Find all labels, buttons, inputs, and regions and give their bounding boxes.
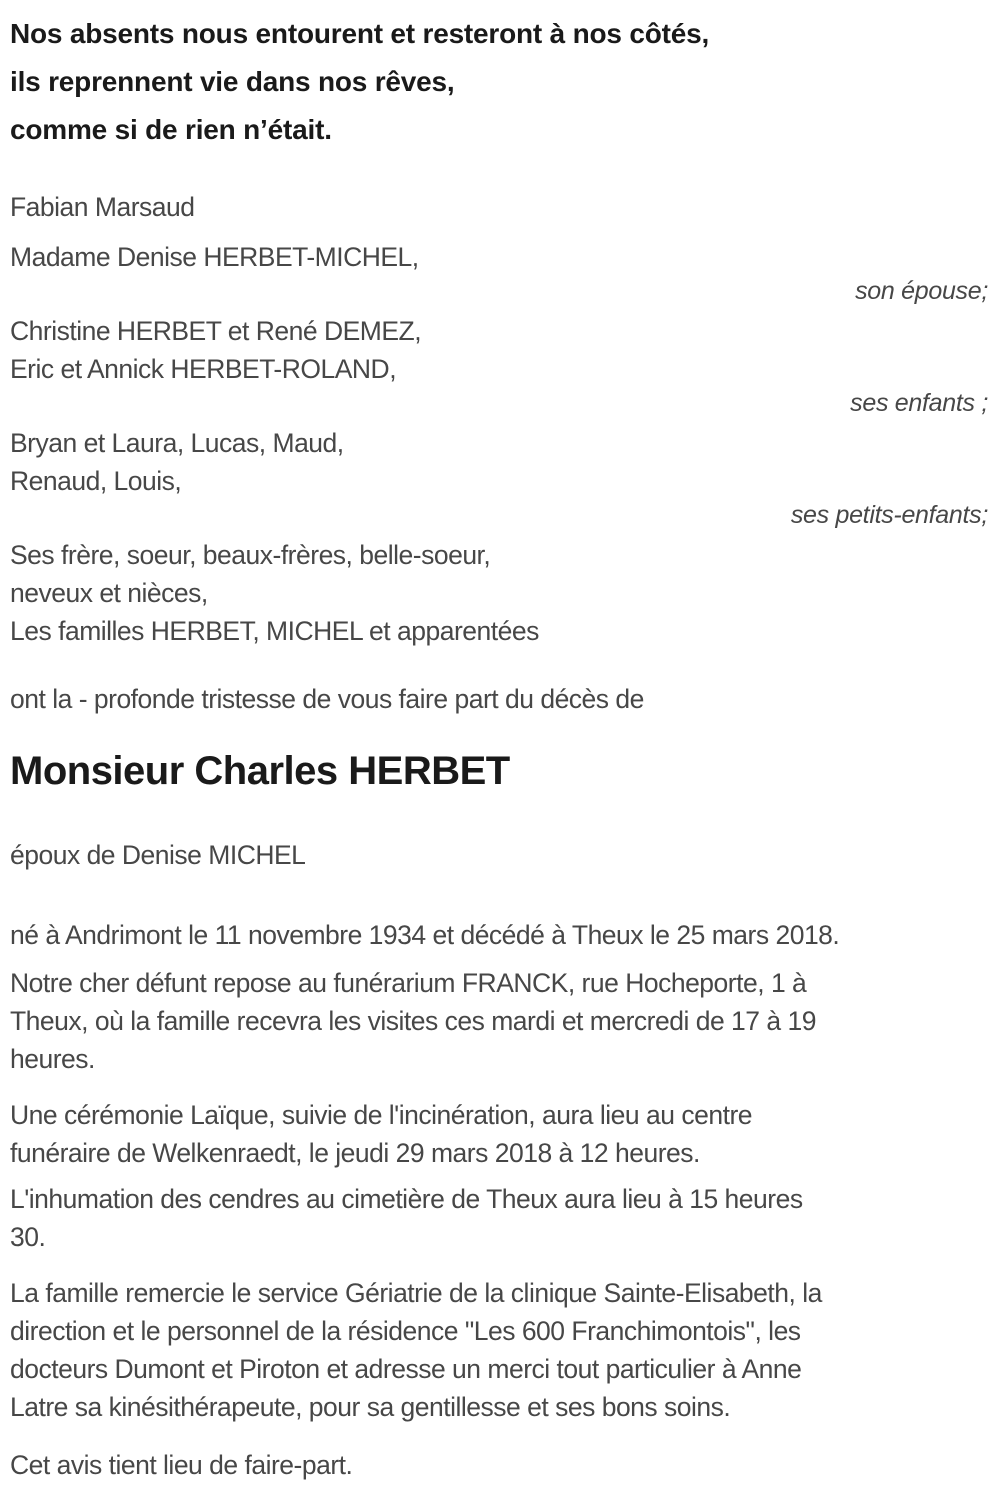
family-member-line: Renaud, Louis, bbox=[10, 466, 182, 496]
detail-line: docteurs Dumont et Piroton et adresse un merci tout particulier à Anne bbox=[10, 1354, 802, 1384]
relationship-label: ses enfants ; bbox=[850, 389, 988, 417]
relationship-label: ses petits-enfants; bbox=[790, 501, 988, 529]
relationship-label: son épouse; bbox=[855, 277, 988, 305]
family-group bbox=[10, 536, 988, 650]
quote-line: ils reprennent vie dans nos rêves, bbox=[10, 66, 455, 97]
family-member-line: neveux et nièces, bbox=[10, 578, 208, 608]
family-list bbox=[10, 238, 988, 650]
detail-paragraph bbox=[10, 1274, 988, 1426]
detail-line: Latre sa kinésithérapeute, pour sa gentillesse et ses bons soins. bbox=[10, 1392, 731, 1422]
family-member-line: Eric et Annick HERBET-ROLAND, bbox=[10, 354, 397, 384]
detail-line: Une cérémonie Laïque, suivie de l'incinération, aura lieu au centre bbox=[10, 1100, 753, 1130]
family-member-line: Madame Denise HERBET-MICHEL, bbox=[10, 242, 419, 272]
detail-line: Notre cher défunt repose au funérarium FRANCK, rue Hocheporte, 1 à bbox=[10, 968, 807, 998]
detail-paragraph bbox=[10, 964, 988, 1078]
detail-line: La famille remercie le service Gériatrie de la clinique Sainte-Elisabeth, la bbox=[10, 1278, 822, 1308]
detail-line: 30. bbox=[10, 1222, 46, 1252]
family-member-line: Ses frère, soeur, beaux-frères, belle-soeur, bbox=[10, 540, 491, 570]
family-group bbox=[10, 424, 988, 530]
detail-paragraph bbox=[10, 1180, 988, 1256]
detail-paragraph bbox=[10, 916, 988, 954]
family-member-line: Les familles HERBET, MICHEL et apparentées bbox=[10, 616, 539, 646]
detail-line: direction et le personnel de la résidence "Les 600 Franchimontois", les bbox=[10, 1316, 801, 1346]
family-group bbox=[10, 238, 988, 306]
detail-line: L'inhumation des cendres au cimetière de Theux aura lieu à 15 heures bbox=[10, 1184, 803, 1214]
announcement-intro: ont la - profonde tristesse de vous faire part du décès de bbox=[10, 684, 644, 714]
detail-line: funéraire de Welkenraedt, le jeudi 29 mars 2018 à 12 heures. bbox=[10, 1138, 700, 1168]
family-member-line: Bryan et Laura, Lucas, Maud, bbox=[10, 428, 344, 458]
deceased-relation: époux de Denise MICHEL bbox=[10, 840, 306, 870]
opening-quote bbox=[10, 10, 988, 154]
family-member-line: Christine HERBET et René DEMEZ, bbox=[10, 316, 422, 346]
closing-note: Cet avis tient lieu de faire-part. bbox=[10, 1450, 353, 1480]
quote-line: comme si de rien n’était. bbox=[10, 114, 332, 145]
detail-paragraph bbox=[10, 1096, 988, 1172]
detail-line: né à Andrimont le 11 novembre 1934 et décédé à Theux le 25 mars 2018. bbox=[10, 920, 840, 950]
deceased-name: Monsieur Charles HERBET bbox=[10, 749, 510, 793]
quote-author: Fabian Marsaud bbox=[10, 192, 195, 222]
detail-line: Theux, où la famille recevra les visites ces mardi et mercredi de 17 à 19 bbox=[10, 1006, 816, 1036]
family-group bbox=[10, 312, 988, 418]
quote-line: Nos absents nous entourent et resteront à nos côtés, bbox=[10, 18, 710, 49]
death-details bbox=[10, 916, 988, 1426]
detail-line: heures. bbox=[10, 1044, 95, 1074]
